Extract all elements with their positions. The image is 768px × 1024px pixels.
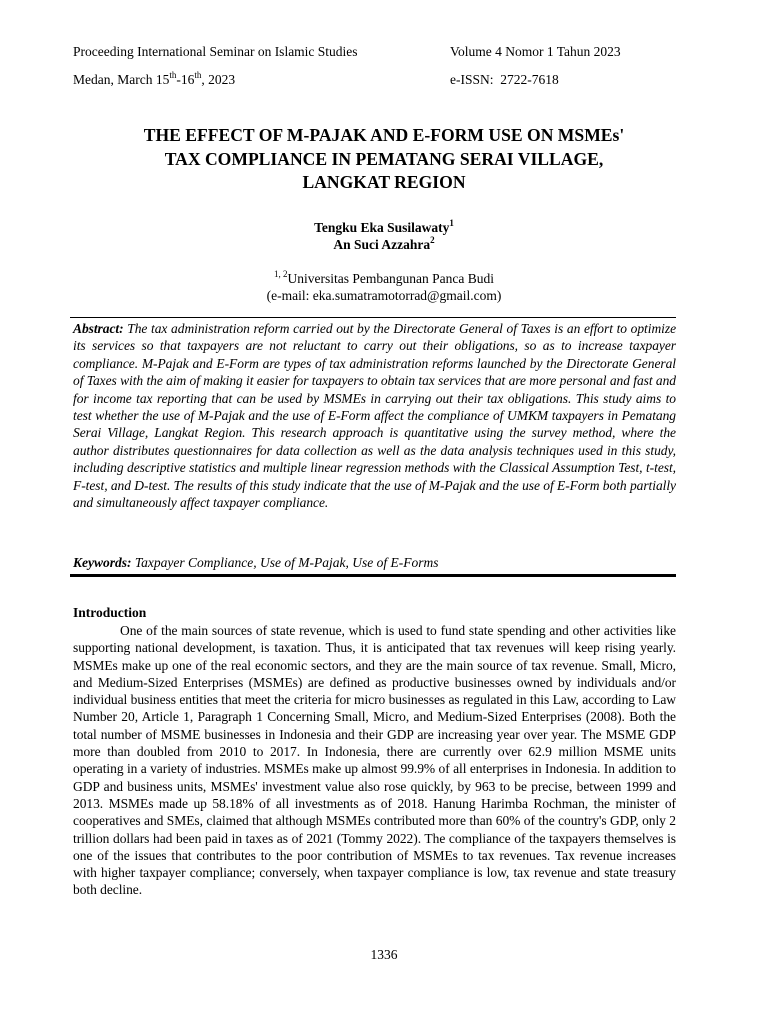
author-1	[0, 217, 768, 236]
proceeding-name: Proceeding International Seminar on Islamic Studies	[73, 44, 358, 59]
eissn-value: 2722-7618	[500, 72, 559, 87]
affiliation-name: Universitas Pembangunan Panca Budi	[287, 271, 495, 286]
page-number: 1336	[370, 947, 398, 962]
eissn-label: e-ISSN:	[450, 72, 494, 87]
keywords-text: Taxpayer Compliance, Use of M-Pajak, Use of E-Forms	[134, 555, 439, 570]
abstract-top-rule	[70, 317, 676, 318]
abstract	[73, 320, 676, 511]
keywords-label: Keywords:	[73, 555, 132, 570]
affiliation-sup: 1, 2	[273, 268, 288, 279]
title-line-3: LANGKAT REGION	[302, 172, 466, 192]
author-2	[0, 234, 768, 253]
venue-date-sup1: th	[169, 69, 177, 80]
author-2-name: An Suci Azzahra	[333, 237, 431, 252]
paper-title	[60, 124, 708, 195]
abstract-text: The tax administration reform carried out by the Directorate General of Taxes is an effort to optimize its services so that taxpayers are not reluctant to carry out their obligations, so as to increase taxpayer compliance. M-Pajak and E-Form are types of tax administration reforms launched by the Directorate General of Taxes with the aim of making it easier for taxpayers to obtain tax services that are more personal and fast and for income tax reporting that can be used by MSMEs in carrying out their tax obligations. This study aims to test whether the use of M-Pajak and the use of E-Form affect the compliance of UMKM taxpayers in Pematang Serai Village, Langkat Region. This research approach is quantitative using the survey method, where the author distributes questionnaires for data collection as well as the data analysis techniques used in this study, including descriptive statistics and multiple linear regression methods with the Classical Assumption Test, t-test, F-test, and D-test. The results of this study indicate that the use of M-Pajak and the use of E-Form both partially and simultaneously affect taxpayer compliance.	[73, 321, 677, 511]
author-2-sup: 2	[430, 234, 435, 245]
venue-date-year: , 2023	[201, 72, 236, 87]
author-1-sup: 1	[449, 217, 454, 228]
abstract-bottom-rule	[70, 574, 676, 577]
venue-date-sup2: th	[194, 69, 202, 80]
title-line-1: THE EFFECT OF M-PAJAK AND E-FORM USE ON MSMEs'	[143, 125, 625, 145]
volume-info: Volume 4 Nomor 1 Tahun 2023	[450, 44, 621, 59]
abstract-label: Abstract:	[73, 321, 124, 336]
introduction-heading: Introduction	[73, 605, 147, 620]
author-1-name: Tengku Eka Susilawaty	[314, 220, 450, 235]
introduction-paragraph: One of the main sources of state revenue, which is used to fund state spending and other activities like supporting national development, is taxation. Thus, it is anticipated that tax revenues will keep rising yearly. MSMEs make up one of the real economic sectors, and they are the main source of tax revenue. Small, Micro, and Medium-Sized Enterprises (MSMEs) are defined as productive businesses owned by individuals and/or individual business entities that meet the criteria for micro businesses as regulated in this Law, according to Law Number 20, Article 1, Paragraph 1 Concerning Small, Micro, and Medium-Sized Enterprises (2008). Both the total number of MSME businesses in Indonesia and their GDP are increasing year over year. The MSME GDP more than doubled from 2010 to 2017. In Indonesia, there are currently over 62.9 million MSME units operating in a variety of industries. MSMEs make up almost 99.9% of all enterprises in Indonesia. In addition to GDP and business units, MSMEs' investment value also rose quickly, by 963 to be precise, between 1999 and 2013. MSMEs made up 58.18% of all investments as of 2018. Hanung Harimba Rochman, the minister of cooperatives and SMEs, claimed that although MSMEs contributed more than 60% of the country's GDP, only 2 trillion dollars had been paid in taxes as of 2021 (Tommy 2022). The compliance of the taxpayers themselves is one of the issues that contributes to the poor contribution of MSMEs to tax revenues. Tax revenue increases with higher taxpayer compliance; conversely, when taxpayer compliance is low, tax revenue and state treasury both decline.	[73, 623, 676, 898]
title-line-2: TAX COMPLIANCE IN PEMATANG SERAI VILLAGE,	[164, 148, 604, 169]
venue-date-mid: -16	[176, 72, 195, 87]
affiliation	[0, 270, 768, 287]
venue-date	[73, 69, 236, 88]
keywords	[73, 554, 676, 571]
author-email: (e-mail: eka.sumatramotorrad@gmail.com)	[266, 288, 502, 303]
venue-date-prefix: Medan, March 15	[73, 72, 170, 87]
eissn	[450, 72, 559, 88]
